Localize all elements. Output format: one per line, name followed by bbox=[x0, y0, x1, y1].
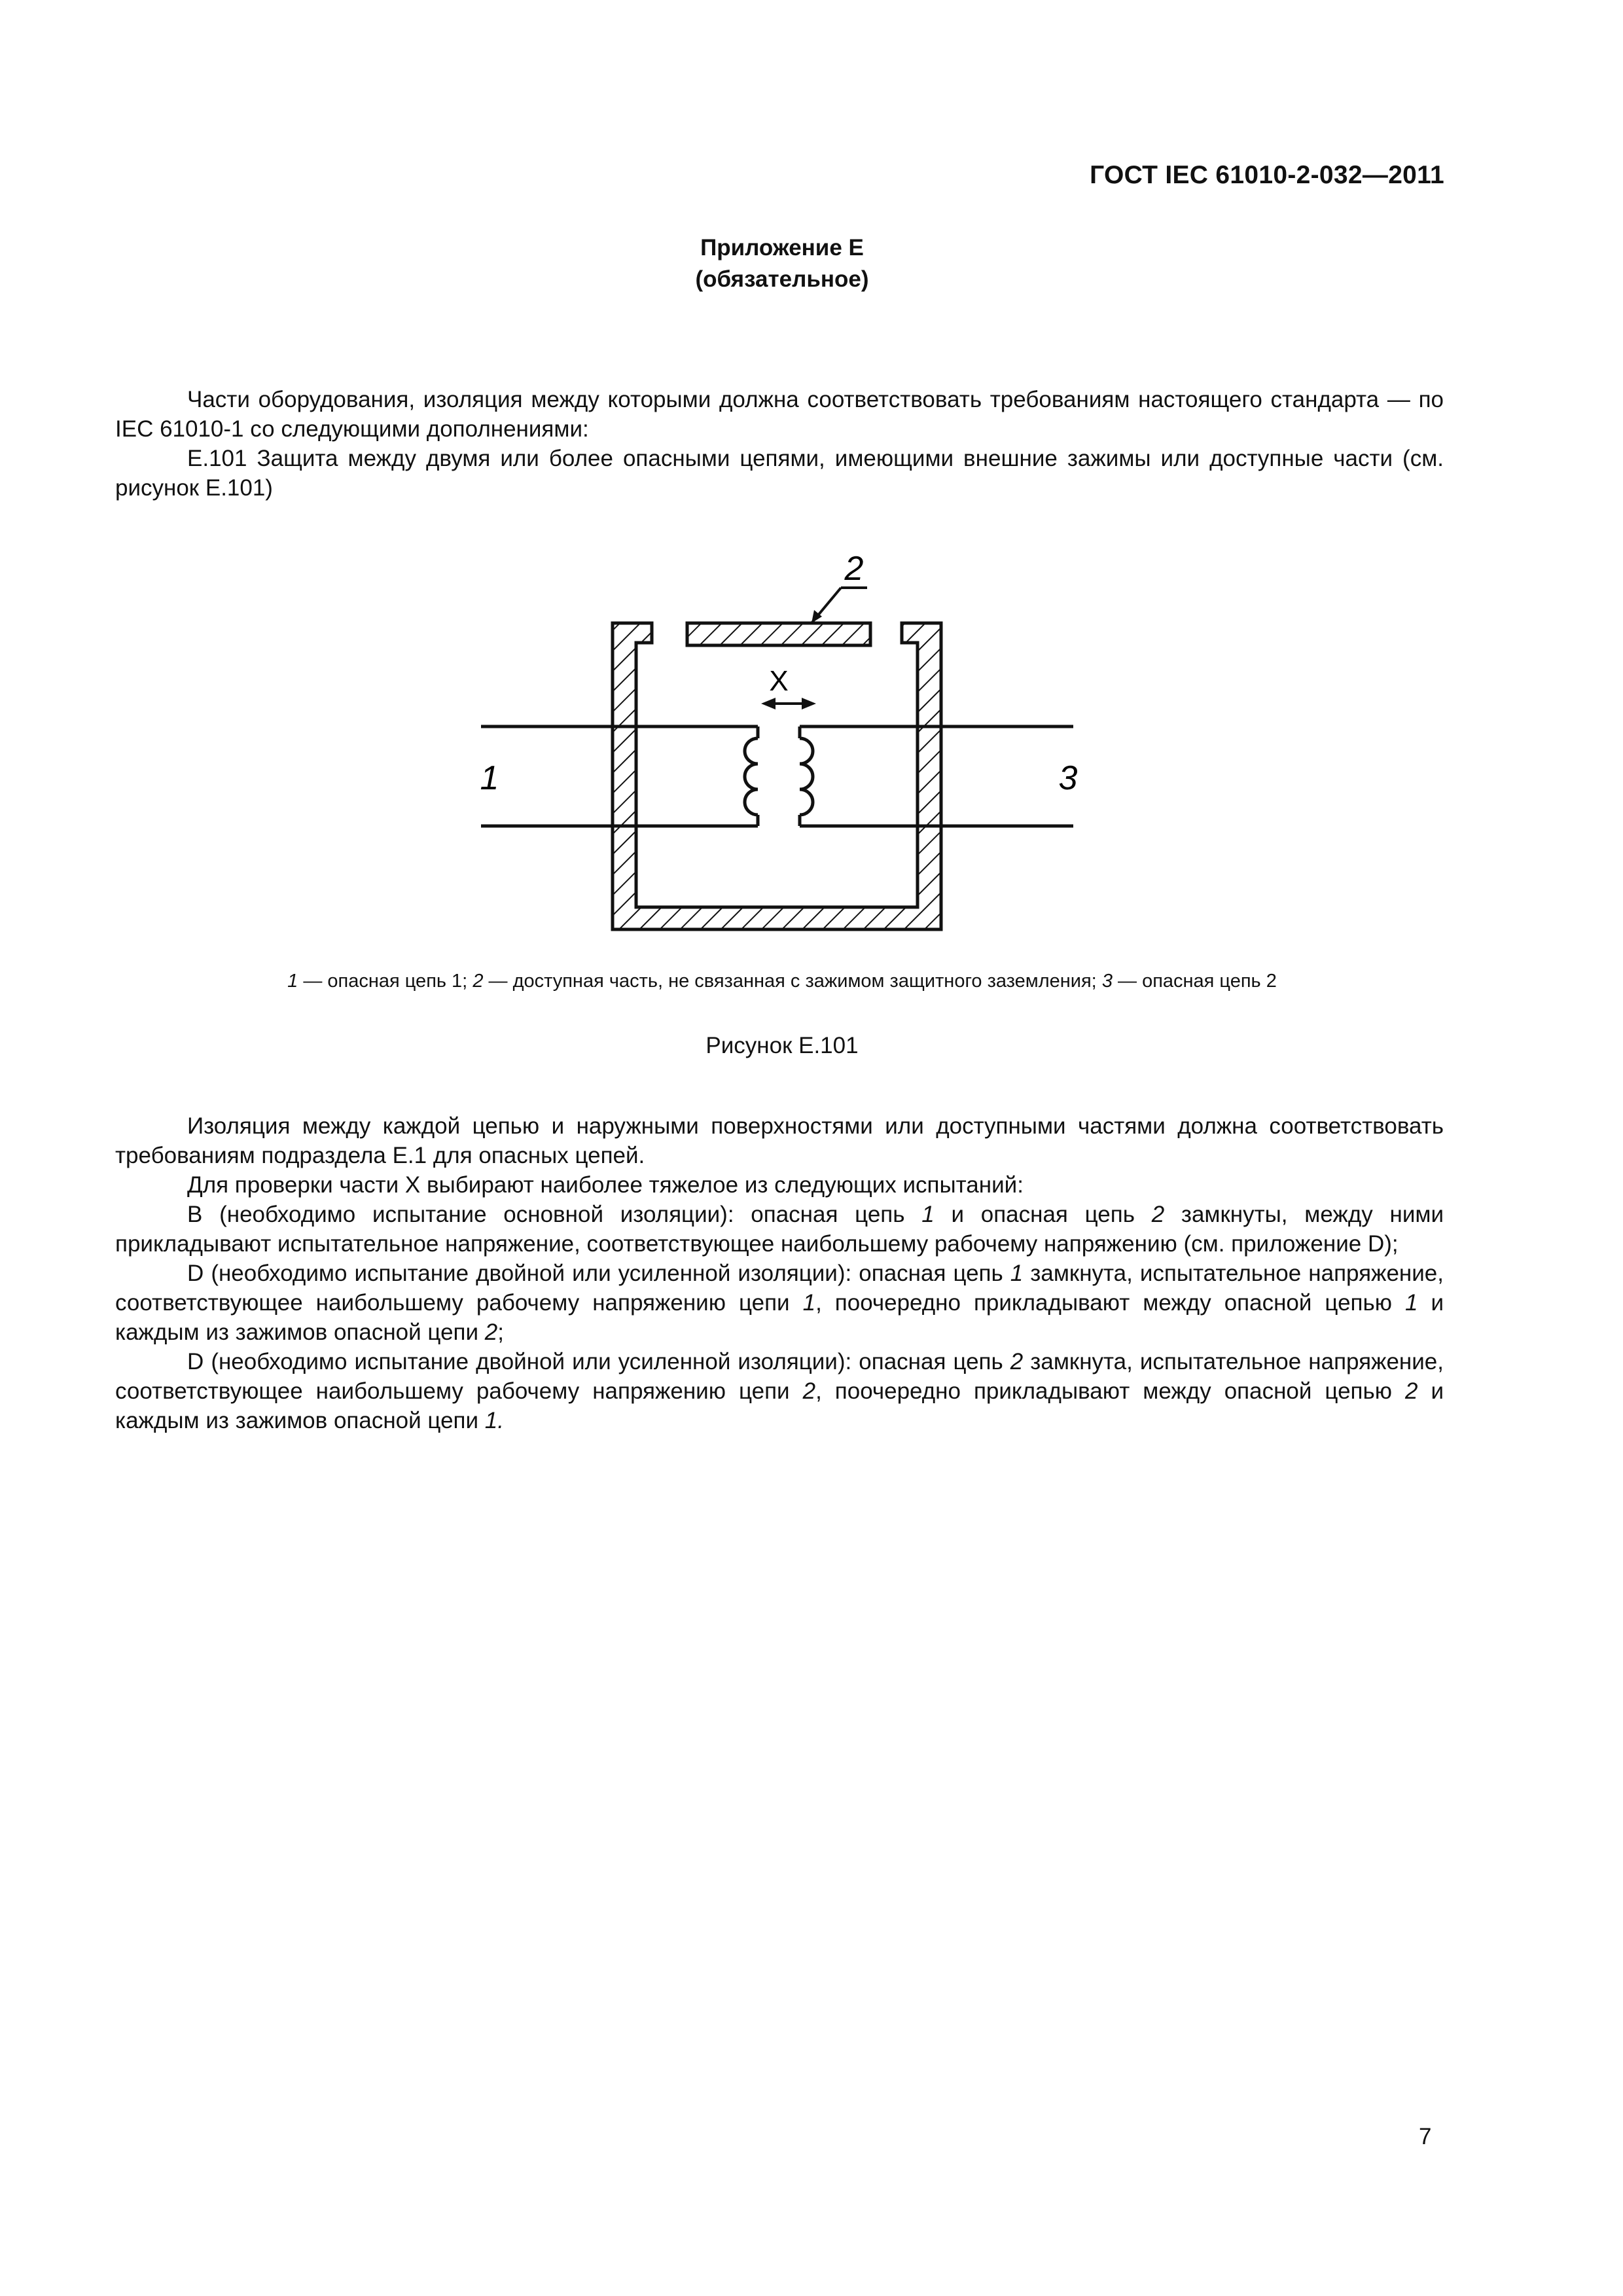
transformer-coil-right bbox=[800, 738, 813, 815]
legend-text-2: — доступная часть, не связанная с зажимом защитного заземления; bbox=[483, 971, 1102, 992]
label-accessible-part-2: 2 bbox=[844, 550, 864, 588]
accessible-part-plate bbox=[687, 623, 870, 645]
legend-num-1: 1 bbox=[287, 971, 298, 992]
legend-num-2: 2 bbox=[473, 971, 484, 992]
body-paragraph-4: D (необходимо испытание двойной или усиленной изоляции): опасная цепь 1 замкнута, испытательное напряжение, соответствующее наибольшему рабочему напряжению цепи 1, поочередно прикладывают между опасной цепью 1 и каждым из зажимов опасной цепи 2; bbox=[115, 1261, 1444, 1345]
transformer-coil-left bbox=[745, 738, 758, 815]
legend-text-3: — опасная цепь 2 bbox=[1112, 971, 1277, 992]
legend-text-1: — опасная цепь 1; bbox=[298, 971, 473, 992]
figure-legend bbox=[0, 971, 1564, 992]
clearance-arrowhead-left bbox=[761, 698, 776, 709]
page-number: 7 bbox=[1419, 2124, 1432, 2149]
body-text bbox=[115, 1111, 1444, 1435]
intro-clause: Е.101 Защита между двумя или более опасными цепями, имеющими внешние зажимы или доступные части (см. рисунок Е.101) bbox=[115, 446, 1444, 501]
figure-caption: Рисунок Е.101 bbox=[705, 1033, 859, 1058]
legend-num-3: 3 bbox=[1101, 971, 1113, 992]
body-paragraph-2: Для проверки части X выбирают наиболее тяжелое из следующих испытаний: bbox=[187, 1172, 1024, 1198]
clearance-label-x: X bbox=[769, 665, 789, 697]
intro-paragraph: Части оборудования, изоляция между которыми должна соответствовать требованиям настоящего стандарта — по IEC 61010-1 со следующими дополнениями: bbox=[115, 387, 1444, 442]
body-paragraph-1: Изоляция между каждой цепью и наружными поверхностями или доступными частями должна соответствовать требованиям подраздела Е.1 для опасных цепей. bbox=[115, 1113, 1444, 1168]
label-circuit-1: 1 bbox=[480, 759, 499, 797]
body-paragraph-5: D (необходимо испытание двойной или усиленной изоляции): опасная цепь 2 замкнута, испытательное напряжение, соответствующее наибольшему рабочему напряжению цепи 2, поочередно прикладывают между опасной цепью 2 и каждым из зажимов опасной цепи 1. bbox=[115, 1349, 1444, 1433]
figure-e101-diagram bbox=[0, 0, 1623, 956]
annex-subtitle: (обязательное) bbox=[695, 266, 869, 292]
body-paragraph-3: В (необходимо испытание основной изоляции): опасная цепь 1 и опасная цепь 2 замкнуты, между ними прикладывают испытательное напряжение, соответствующее наибольшему рабочему напряжению (см. приложение D); bbox=[115, 1202, 1444, 1257]
document-header: ГОСТ IEC 61010-2-032—2011 bbox=[1090, 161, 1444, 189]
label-circuit-3: 3 bbox=[1058, 759, 1078, 797]
clearance-arrowhead-right bbox=[802, 698, 816, 709]
annex-title: Приложение Е bbox=[700, 235, 864, 260]
